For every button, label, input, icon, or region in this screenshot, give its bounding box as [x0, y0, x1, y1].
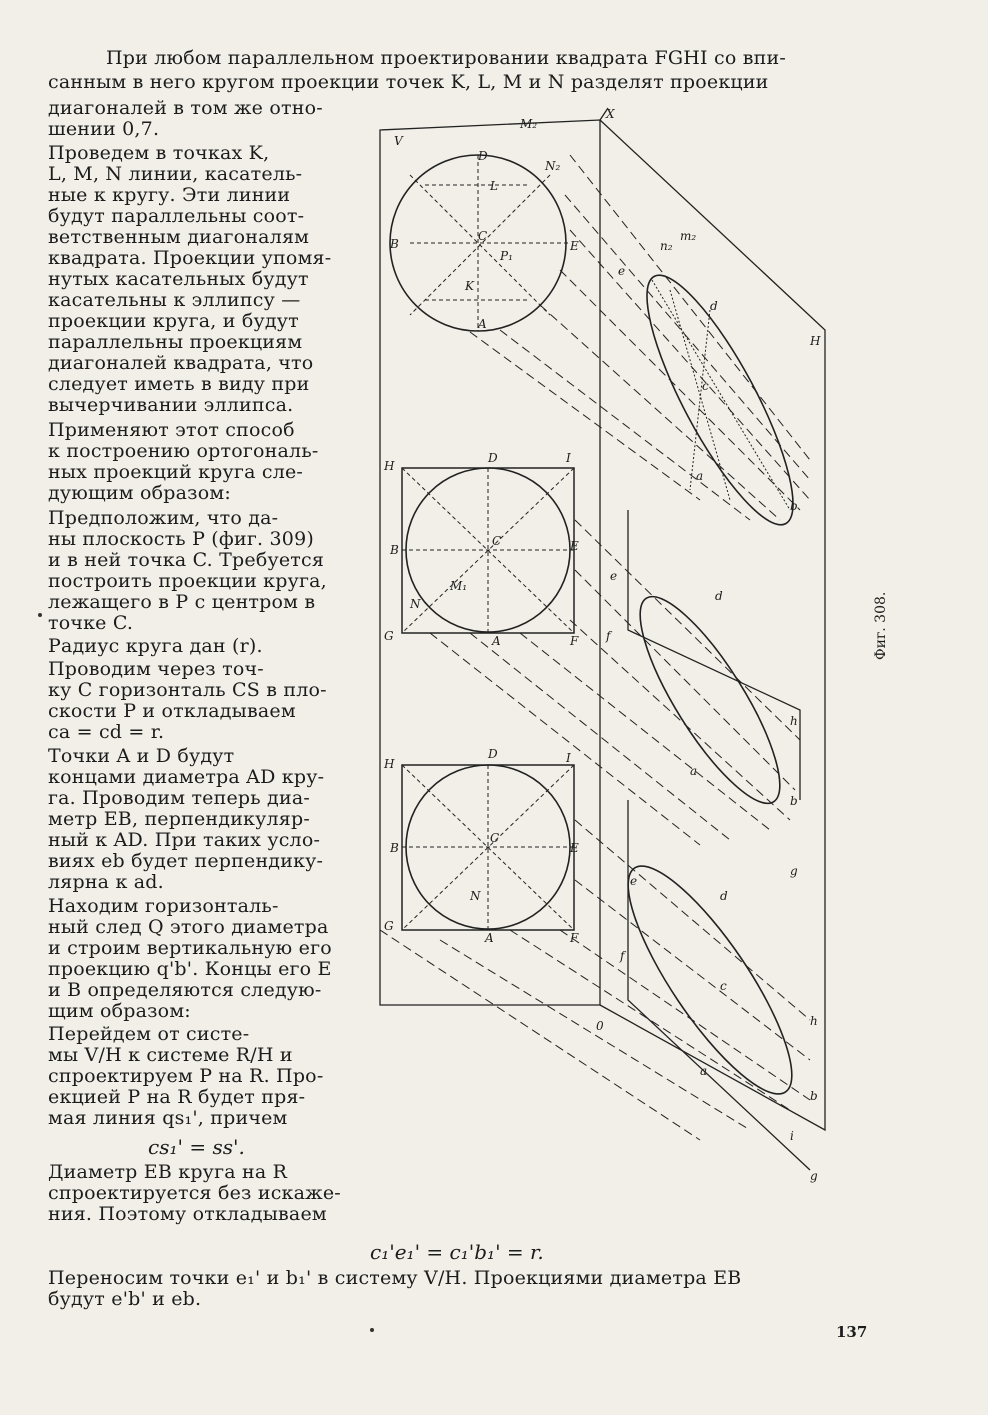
label-N-mid: N — [410, 597, 421, 611]
formula-c1e1: c₁'e₁' = c₁'b₁' = r. — [370, 1240, 544, 1264]
label-b-1: b — [790, 499, 798, 513]
text-line: концами диаметра AD кру- — [48, 766, 325, 788]
label-C-bot: C — [490, 831, 500, 845]
ellipse-1-constructions — [652, 280, 790, 510]
print-speck — [370, 1328, 374, 1332]
label-H-bot: H — [384, 757, 395, 771]
text-line: Проводим через точ- — [48, 658, 264, 680]
text-line: и B определяются следую- — [48, 979, 322, 1001]
text-line: мая линия qs₁', причем — [48, 1107, 288, 1129]
label-L: L — [490, 179, 498, 193]
text-line: нутых касательных будут — [48, 268, 309, 290]
text-line: проекцию q'b'. Концы его E — [48, 958, 332, 980]
label-P1: P₁ — [500, 249, 513, 263]
label-f-2: f — [606, 629, 611, 643]
text-line: диагоналей квадрата, что — [48, 352, 314, 374]
label-N-bot: N — [470, 889, 481, 903]
label-H-top: H — [810, 334, 821, 348]
text-line: скости P и откладываем — [48, 700, 296, 722]
text-line: L, M, N линии, касатель- — [48, 163, 303, 185]
label-G-bot: G — [384, 919, 394, 933]
text-line: проекции круга, и будут — [48, 310, 299, 332]
label-K-top: K — [465, 279, 474, 293]
text-line: квадрата. Проекции упомя- — [48, 247, 332, 269]
text-line: лежащего в P с центром в — [48, 591, 316, 613]
page-number: 137 — [836, 1323, 868, 1341]
label-a-2: a — [690, 764, 698, 778]
label-a-1: a — [696, 469, 704, 483]
text-line: и в ней точка C. Требуется — [48, 549, 325, 571]
label-X: X — [606, 107, 615, 121]
label-g-3: g — [810, 1169, 818, 1183]
text-line: Переносим точки e₁' и b₁' в систему V/H. Проекциями диаметра EB — [48, 1267, 742, 1289]
label-M2: M₂ — [520, 117, 538, 131]
label-0: 0 — [596, 1019, 604, 1033]
text-line: ветственным диагоналям — [48, 226, 310, 248]
text-line: Проведем в точках K, — [48, 142, 270, 164]
text-line: лярна к ad. — [48, 871, 164, 893]
label-h-3: h — [810, 1014, 818, 1028]
vertical-plane-frame — [380, 120, 600, 1005]
label-n2: n₂ — [660, 239, 673, 253]
text-line: диагоналей в том же отно- — [48, 97, 323, 119]
label-D-bot: D — [488, 747, 498, 761]
text-line: ный к AD. При таких усло- — [48, 829, 321, 851]
label-i-3: i — [790, 1129, 794, 1143]
label-C-top: C — [478, 229, 488, 243]
figure-308 — [370, 100, 850, 1195]
label-I-mid: I — [566, 451, 571, 465]
text-line: ный след Q этого диаметра — [48, 916, 329, 938]
label-b-2: b — [790, 794, 798, 808]
label-c-3: c — [720, 979, 727, 993]
label-B-bot: B — [390, 841, 399, 855]
label-I-bot: I — [566, 751, 571, 765]
text-line: Находим горизонталь- — [48, 895, 279, 917]
text-line: Диаметр EB круга на R — [48, 1161, 288, 1183]
label-B-top: B — [390, 237, 399, 251]
projector-lines-3 — [380, 820, 810, 1140]
text-line: спроектируется без искаже- — [48, 1182, 341, 1204]
text-line: следует иметь в виду при — [48, 373, 310, 395]
horizontal-plane-frame — [600, 120, 825, 1130]
label-m2: m₂ — [680, 229, 697, 243]
text-line: будут e'b' и eb. — [48, 1288, 202, 1310]
text-line: шении 0,7. — [48, 118, 160, 140]
label-e-2: e — [610, 569, 618, 583]
text-line: ных проекций круга сле- — [48, 461, 304, 483]
figure-label-group — [383, 107, 821, 1183]
label-B-mid: B — [390, 543, 399, 557]
print-speck — [38, 613, 42, 617]
text-line: метр EB, перпендикуляр- — [48, 808, 310, 830]
text-line: Перейдем от систе- — [48, 1023, 250, 1045]
label-E-mid: E — [570, 539, 579, 553]
label-E-top: E — [570, 239, 579, 253]
figure-geometry — [380, 108, 825, 1170]
plane-3-outline — [628, 800, 810, 1170]
text-line: ные к кругу. Эти линии — [48, 184, 291, 206]
label-h-2: h — [790, 714, 798, 728]
text-line: будут параллельны соот- — [48, 205, 305, 227]
text-line: и строим вертикальную его — [48, 937, 332, 959]
label-C-mid: C — [492, 534, 502, 548]
circle-middle-constructions — [402, 468, 574, 633]
label-E-bot: E — [570, 841, 579, 855]
ellipse-2 — [618, 580, 803, 820]
text-line: санным в него кругом проекции точек K, L, M и N разделят проекции — [48, 71, 769, 93]
label-b-3: b — [810, 1089, 818, 1103]
text-line: ния. Поэтому откладываем — [48, 1203, 327, 1225]
label-A-mid: A — [492, 634, 501, 648]
label-c-1: c — [702, 379, 709, 393]
circle-bottom-constructions — [402, 765, 574, 930]
label-g-2: g — [790, 864, 798, 878]
label-D-top: D — [478, 149, 488, 163]
text-line: При любом параллельном проектировании квадрата FGHI со впи- — [106, 47, 786, 69]
text-line: щим образом: — [48, 1000, 191, 1022]
label-d-1: d — [710, 299, 718, 313]
label-A-bot: A — [485, 931, 494, 945]
text-line: ку C горизонталь CS в пло- — [48, 679, 327, 701]
text-line: к построению ортогональ- — [48, 440, 319, 462]
text-line: Применяют этот способ — [48, 419, 295, 441]
label-D-mid: D — [488, 451, 498, 465]
label-e-3: e — [630, 874, 638, 888]
text-line: мы V/H к системе R/H и — [48, 1044, 293, 1066]
label-d-2: d — [715, 589, 723, 603]
label-F-mid: F — [570, 634, 579, 648]
label-M1: M₁ — [450, 579, 468, 593]
projector-lines-1 — [470, 155, 810, 520]
label-F-bot: F — [570, 931, 579, 945]
label-a-3: a — [700, 1064, 708, 1078]
text-line: Предположим, что да- — [48, 507, 279, 529]
text-line: ca = cd = r. — [48, 721, 165, 743]
label-A-top: A — [478, 317, 487, 331]
text-line: дующим образом: — [48, 482, 231, 504]
text-line: ны плоскость P (фиг. 309) — [48, 528, 314, 550]
label-f-3: f — [620, 949, 625, 963]
label-e-1: e — [618, 264, 626, 278]
figure-caption: Фиг. 308. — [873, 591, 889, 660]
text-line: точке C. — [48, 612, 134, 634]
text-line: касательны к эллипсу — — [48, 289, 301, 311]
text-line: виях eb будет перпендику- — [48, 850, 324, 872]
label-N2: N₂ — [545, 159, 561, 173]
text-line: спроектируем P на R. Про- — [48, 1065, 324, 1087]
text-line: параллельны проекциям — [48, 331, 303, 353]
text-line: вычерчивании эллипса. — [48, 394, 294, 416]
label-G-mid: G — [384, 629, 394, 643]
label-d-3: d — [720, 889, 728, 903]
formula-cs1: cs₁' = ss'. — [148, 1135, 245, 1159]
label-V: V — [394, 134, 403, 148]
text-line: Радиус круга дан (r). — [48, 635, 263, 657]
text-line: га. Проводим теперь диа- — [48, 787, 310, 809]
label-H-mid: H — [384, 459, 395, 473]
text-line: Точки A и D будут — [48, 745, 235, 767]
text-line: екцией P на R будет пря- — [48, 1086, 306, 1108]
text-line: построить проекции круга, — [48, 570, 327, 592]
